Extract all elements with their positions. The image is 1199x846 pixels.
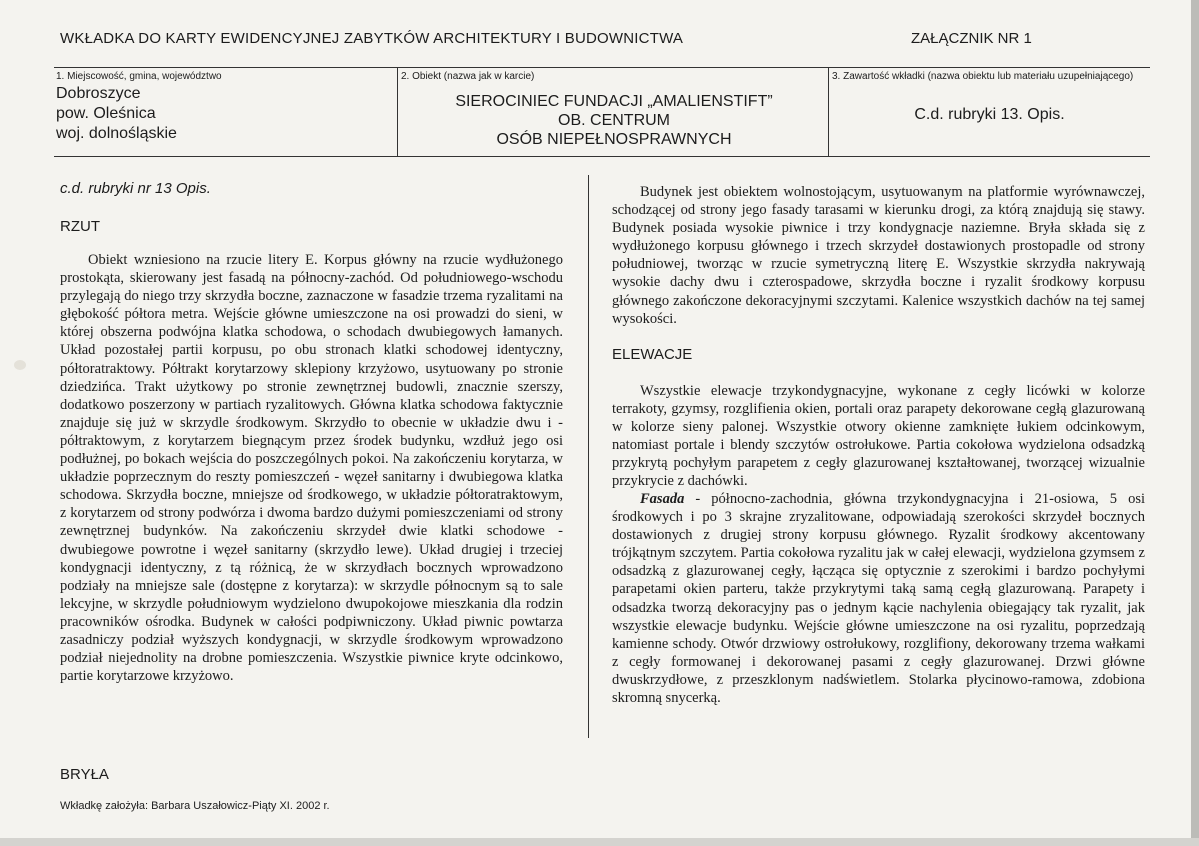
fasada-paragraph bbox=[612, 490, 1145, 707]
location-voivodeship: woj. dolnośląskie bbox=[56, 125, 177, 142]
scan-edge-right bbox=[1191, 0, 1199, 846]
object-name-line-3: OSÓB NIEPEŁNOSPRAWNYCH bbox=[496, 131, 732, 148]
rzut-heading: RZUT bbox=[60, 218, 100, 235]
object-field-label: 2. Obiekt (nazwa jak w karcie) bbox=[401, 71, 535, 82]
fasada-description: - północno-zachodnia, główna trzykondygnacyjna i 21-osiowa, 5 osi środkowych i po 3 skrajne zryzalitowane, odpowiadają szerokości skrzydeł bocznych dostawionych z drugiej strony korpusu głównego. Ryzalit środkowy akcentowany trójkątnym szczytem. Partia cokołowa ryzalitu jak w całej elewacji, wydzielona gzymsem z odsadzką z glazurowanej cegły, łącząca się optycznie z szerokimi i bardzo pochyłymi parapetami okien parteru, także przykrytymi taką samą cegłą glazurowaną. Parapety i odsadzka tworzą dekoracyjny pas o jednym kącie nachylenia obiegający tak ryzalit, jak wszystkie elewacje budynku. Wejście główne umieszczone na osi ryzalitu, poprzedzają kamienne schody. Otwór drzwiowy ostrołukowy, rozglifiony, dekorowany trzema wałkami z cegły formowanej i dekorowanej pasami z cegły glazurowanej. Drzwi główne dwuskrzydłowe, z przeszklonym nadświetlem. Stolarka płycinowo-ramowa, zdobiona skromną snycerką. bbox=[612, 491, 1145, 707]
content-field-value: C.d. rubryki 13. Opis. bbox=[914, 106, 1065, 123]
scan-edge-bottom bbox=[0, 838, 1199, 846]
continuation-label: c.d. rubryki nr 13 Opis. bbox=[60, 180, 211, 197]
location-county: pow. Oleśnica bbox=[56, 105, 156, 122]
header-fields-row bbox=[54, 67, 1150, 157]
rzut-paragraph: Obiekt wzniesiono na rzucie litery E. Korpus główny na rzucie wydłużonego prostokąta, skierowany jest fasadą na północny-zachód. Od południowego-wschodu przylegają do niego trzy skrzydła boczne, zaznaczone w fasadzie trzema ryzalitami na głębokość półtora metra. Wejście główne umieszczone na osi prowadzi do sieni, w której obszerna podwójna klatka schodowa, o schodach dwubiegowych łamanych. Układ pozostałej partii korpusu, po obu stronach klatki schodowej identyczny, półtoratraktowy. Półtrakt korytarzowy sklepiony krzyżowo, usytuowany po stronie dziedzińca. Trakt użytkowy po stronie zewnętrznej budowli, znacznie szerszy, dodatkowo poszerzony w partiach ryzalitowych. Główna klatka schodowa faktycznie znajduje się już w skrzydle środkowym. Skrzydło to obecnie w układzie dwu i - półtraktowym, z korytarzem biegnącym przez środek budynku, wzdłuż jego osi podłużnej, po bokach wejścia do poszczególnych pokoi. Na zakończeniu korytarza, w układzie poprzecznym do reszty pomieszczeń - węzeł sanitarny i dwubiegowa klatka schodowa. Skrzydła boczne, mniejsze od środkowego, w układzie półtoratraktowym, z korytarzem od strony podwórza i dwoma bardzo dużymi pomieszczeniami od strony zewnętrznej budynków. Na zakończeniu skrzydeł dwie klatki schodowe - dwubiegowe powrotne i węzeł sanitarny (skrzydło lewe). Układ drugiej i trzeciej kondygnacji identyczny, z tą różnicą, że w skrzydłach bocznych wprowadzono podziały na mniejsze sale (dostępne z korytarza): w skrzydle północnym są to sale lekcyjne, w skrzydle południowym wydzielono dwupokojowe mieszkania dla rodzin pracowników ośrodka. Budynek w całości podpiwniczony. Układ piwnic powtarza zasadniczy podział wyższych kondygnacji, w skrzydle środkowym wprowadzono podział niejednolity na drobne pomieszczenia. Wszystkie piwnice kryte odcinkowo, partie korytarzowe krzyżowo. bbox=[60, 252, 563, 685]
bryla-heading: BRYŁA bbox=[60, 766, 109, 783]
fasada-term: Fasada bbox=[640, 491, 685, 507]
object-field bbox=[397, 68, 829, 156]
elewacje-heading: ELEWACJE bbox=[612, 346, 693, 363]
intro-paragraph: Budynek jest obiektem wolnostojącym, usytuowanym na platformie wyrównawczej, schodzącej od strony jego fasady tarasami w kierunku drogi, za którą znajdują się stawy. Budynek posiada wysokie piwnice i trzy kondygnacje naziemne. Bryła składa się z wydłużonego korpusu głównego i trzech skrzydeł dostawionych prostopadle od strony południowej, tworząc w rzucie symetryczną literę E. Wszystkie skrzydła nakrywają wysokie dachy dwu i czterospadowe, skrzydła boczne i ryzalit środkowy korpusu głównego zakończone dekoracyjnymi szczytami. Kalenice wszystkich dachów na tej samej wysokości. bbox=[612, 184, 1145, 327]
location-town: Dobroszyce bbox=[56, 85, 141, 102]
paper-speck bbox=[14, 360, 26, 370]
column-divider bbox=[588, 175, 589, 738]
author-footer: Wkładkę założyła: Barbara Uszałowicz-Piąty XI. 2002 r. bbox=[60, 800, 330, 812]
content-field-label: 3. Zawartość wkładki (nazwa obiektu lub materiału uzupełniającego) bbox=[832, 71, 1134, 82]
elewacje-paragraph: Wszystkie elewacje trzykondygnacyjne, wykonane z cegły licówki w kolorze terrakoty, gzymsy, rozglifienia okien, portali oraz parapety dekorowane cegłą glazurowaną w kolorze sieny palonej. Wszystkie otwory okienne zamknięte łukiem odcinkowym, natomiast portale i blendy szczytów ostrołukowe. Partia cokołowa wydzielona odsadzką przykrytą pochyłym parapetem z cegły glazurowanej kształtowanej, tworzącej wizualnie przykrycie z dachówki. bbox=[612, 383, 1145, 490]
object-name-line-1: SIEROCINIEC FUNDACJI „AMALIENSTIFT” bbox=[455, 93, 773, 110]
content-field bbox=[829, 68, 1150, 156]
document-title: WKŁADKA DO KARTY EWIDENCYJNEJ ZABYTKÓW ARCHITEKTURY I BUDOWNICTWA bbox=[60, 30, 684, 47]
annex-label: ZAŁĄCZNIK NR 1 bbox=[911, 30, 1032, 47]
location-field-label: 1. Miejscowość, gmina, województwo bbox=[56, 71, 222, 82]
location-field bbox=[54, 68, 397, 156]
object-name-line-2: OB. CENTRUM bbox=[558, 112, 670, 129]
